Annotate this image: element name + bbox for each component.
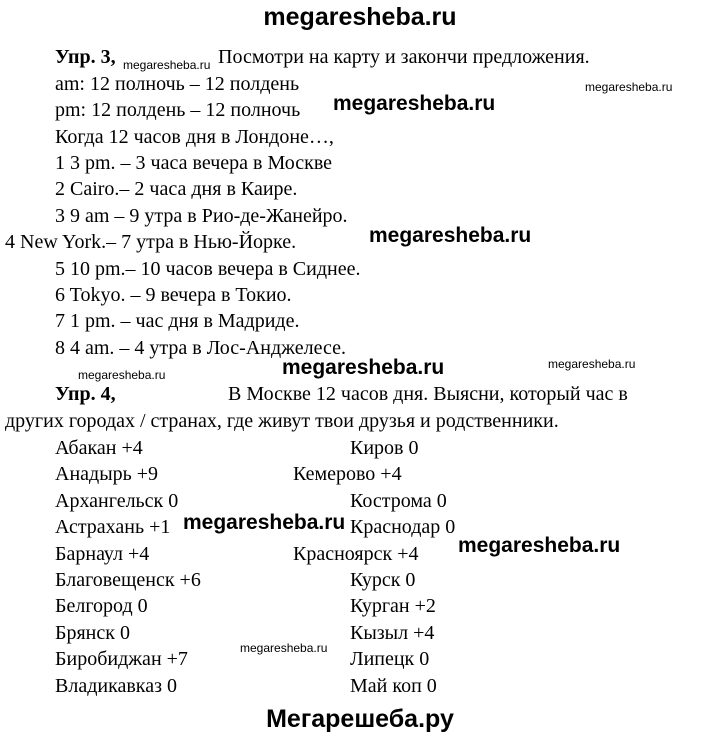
- ex3-item: 5 10 pm.– 10 часов вечера в Сиднее.: [55, 258, 361, 280]
- city-offset: Май коп 0: [350, 675, 437, 697]
- city-offset: Краснодар 0: [350, 516, 456, 538]
- ex3-item: 3 9 am – 9 утра в Рио-де-Жанейро.: [55, 205, 348, 227]
- ex4-task-line2: других городах / странах, где живут твои друзья и родственники.: [5, 410, 559, 432]
- ex4-task-line1: В Москве 12 часов дня. Выясни, который час в: [228, 383, 628, 405]
- watermark: megaresheba.ru: [333, 92, 496, 115]
- ex3-item: 4 New York.– 7 утра в Нью-Йорке.: [5, 231, 297, 253]
- ex3-item: 1 3 pm. – 3 часа вечера в Москве: [55, 152, 333, 174]
- watermark: megaresheba.ru: [183, 511, 346, 534]
- city-offset: Липецк 0: [350, 648, 430, 670]
- page-footer: Мегарешеба.ру: [266, 705, 454, 733]
- page-header: megaresheba.ru: [263, 3, 457, 31]
- watermark: megaresheba.ru: [123, 58, 211, 72]
- city-offset: Киров 0: [350, 437, 419, 459]
- city-offset: Курган +2: [350, 595, 436, 617]
- city-offset: Благовещенск +6: [55, 569, 201, 591]
- ex3-item: 7 1 pm. – час дня в Мадриде.: [55, 310, 300, 332]
- city-offset: Кемерово +4: [293, 463, 402, 485]
- city-offset: Кызыл +4: [350, 622, 435, 644]
- city-offset: Красноярск +4: [293, 543, 419, 565]
- ex3-am: am: 12 полночь – 12 полдень: [55, 73, 300, 95]
- city-offset: Биробиджан +7: [55, 648, 188, 670]
- city-offset: Барнаул +4: [55, 543, 150, 565]
- city-offset: Белгород 0: [55, 595, 148, 617]
- city-offset: Брянск 0: [55, 622, 130, 644]
- city-offset: Кострома 0: [350, 490, 447, 512]
- city-offset: Анадырь +9: [55, 463, 159, 485]
- ex4-label: Упр. 4,: [55, 383, 116, 405]
- watermark: megaresheba.ru: [458, 534, 621, 557]
- ex3-item: 8 4 am. – 4 утра в Лос-Анджелесе.: [55, 337, 346, 359]
- watermark: megaresheba.ru: [78, 368, 166, 382]
- ex3-item: 2 Cairo.– 2 часа дня в Каире.: [55, 178, 298, 200]
- ex3-pm: pm: 12 полдень – 12 полночь: [55, 99, 301, 121]
- city-offset: Абакан +4: [55, 437, 143, 459]
- city-offset: Владикавказ 0: [55, 675, 178, 697]
- city-offset: Астрахань +1: [55, 516, 171, 538]
- city-offset: Архангельск 0: [55, 490, 179, 512]
- city-offset: Курск 0: [350, 569, 416, 591]
- ex3-item: 6 Tokyo. – 9 вечера в Токио.: [55, 284, 292, 306]
- watermark: megaresheba.ru: [548, 357, 636, 371]
- ex3-task: Посмотри на карту и закончи предложения.: [218, 46, 590, 68]
- ex3-intro: Когда 12 часов дня в Лондоне…,: [55, 126, 334, 148]
- watermark: megaresheba.ru: [369, 224, 532, 247]
- watermark: megaresheba.ru: [282, 356, 445, 379]
- watermark: megaresheba.ru: [585, 80, 673, 94]
- watermark: megaresheba.ru: [240, 641, 328, 655]
- ex3-label: Упр. 3,: [55, 46, 116, 68]
